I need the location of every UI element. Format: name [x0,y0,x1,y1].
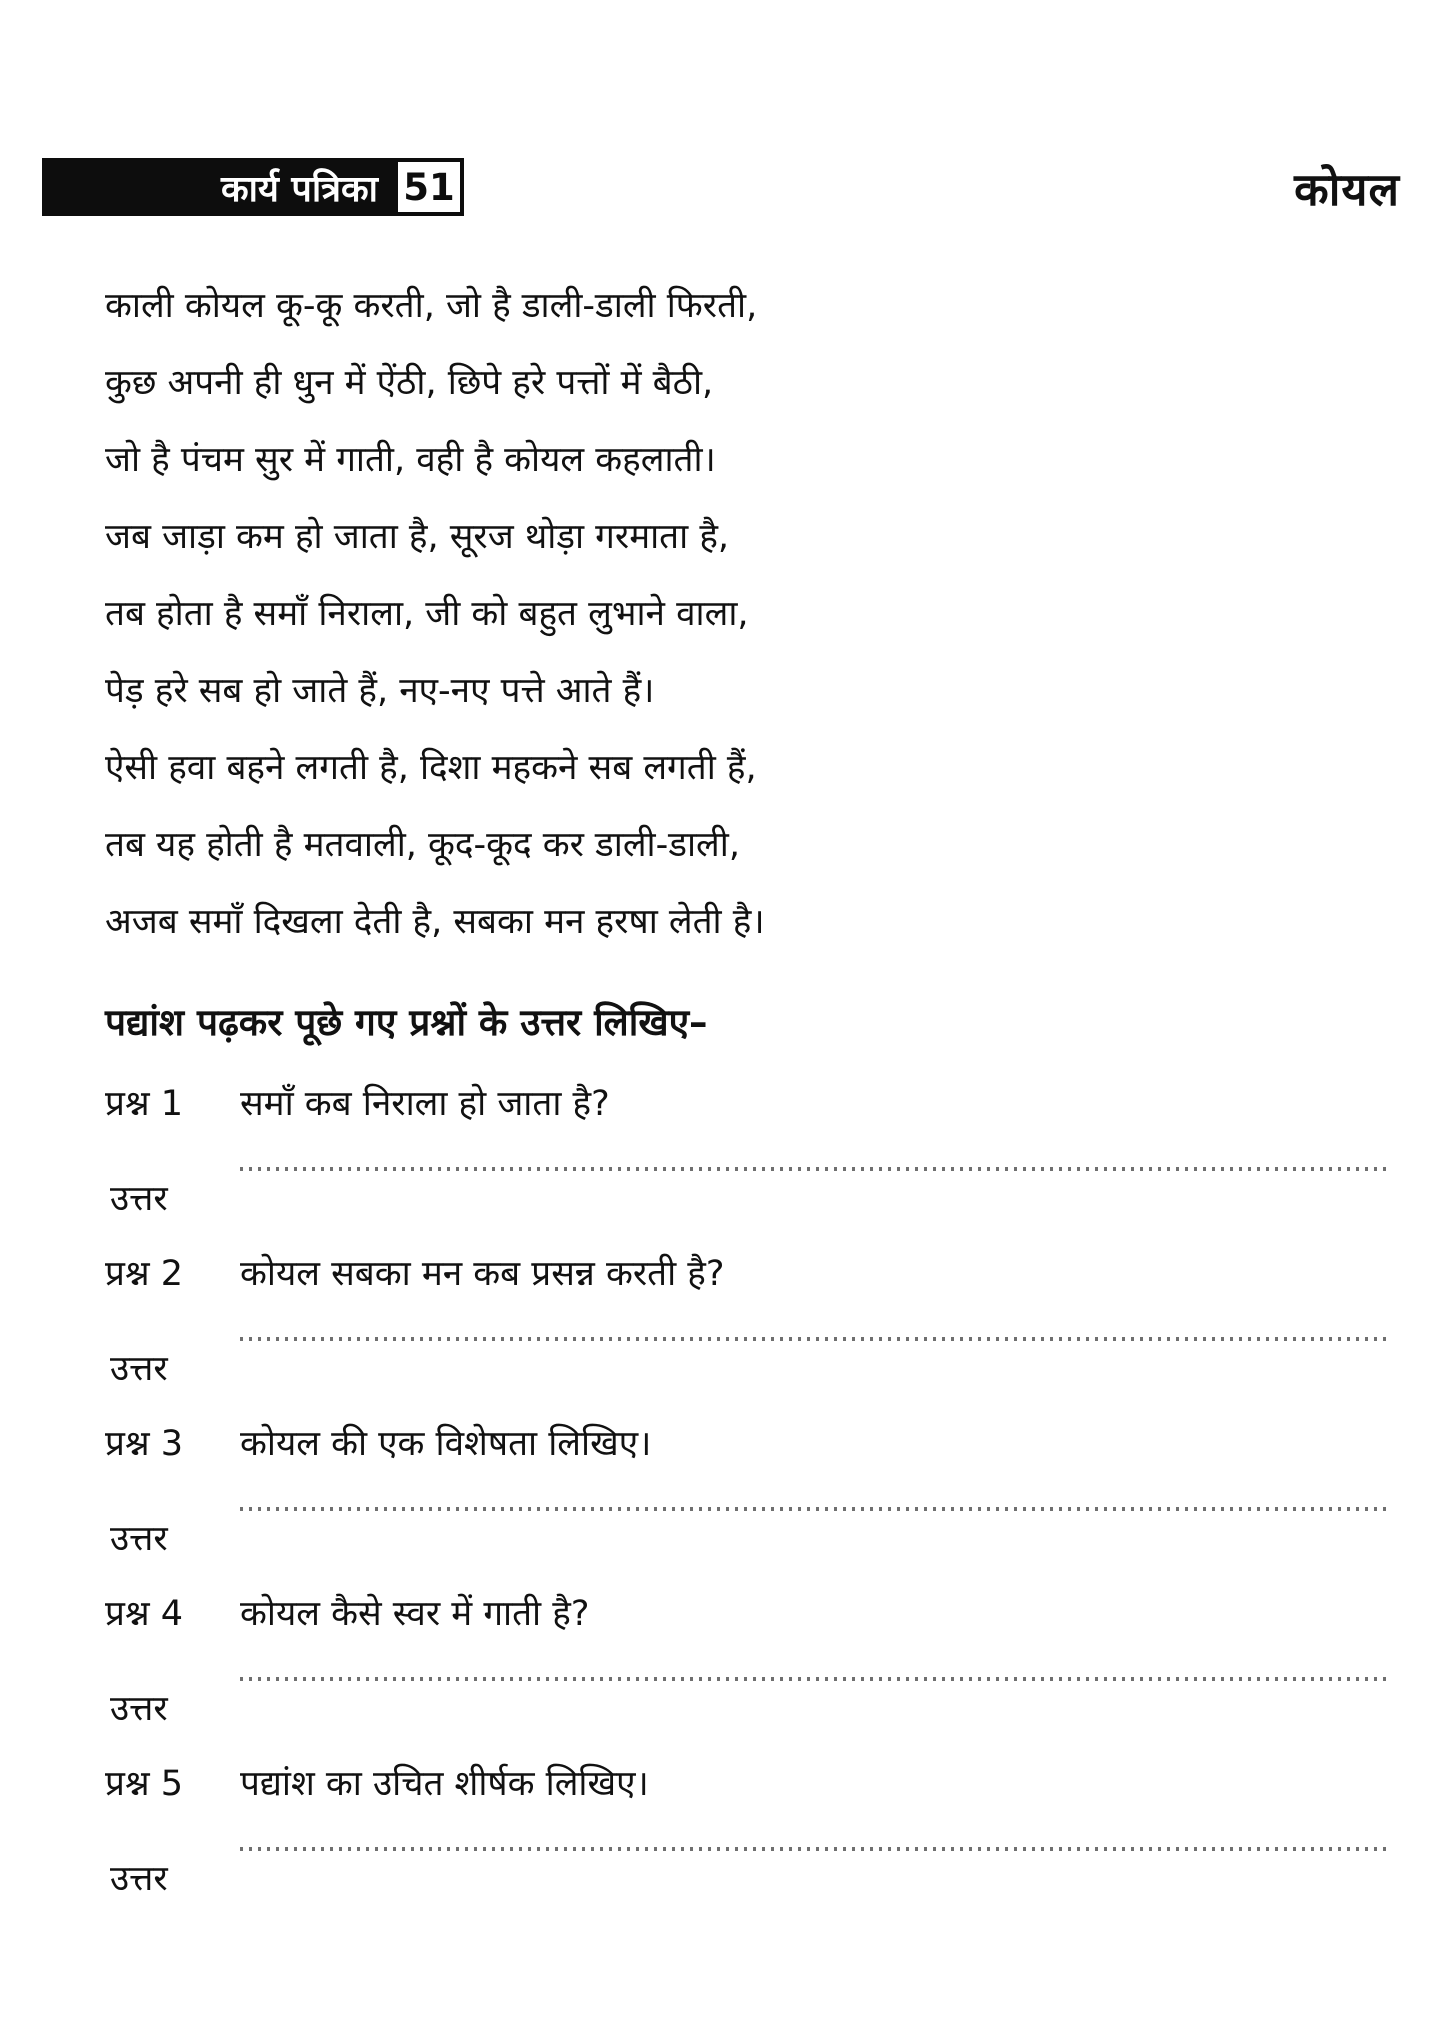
poem-block [105,268,765,961]
answer-dotted-line [240,1167,1387,1171]
worksheet-badge [42,158,394,216]
answer-row [105,1677,1387,1732]
poem-line: जो है पंचम सुर में गाती, वही है कोयल कहलाती। [105,440,716,480]
question-row [105,1420,1387,1468]
question-block-4 [105,1590,1387,1740]
answer-dotted-line [240,1507,1387,1511]
answer-dotted-line [240,1337,1387,1341]
answer-dotted-line [240,1677,1387,1681]
poem-line: पेड़ हरे सब हो जाते हैं, नए-नए पत्ते आते हैं। [105,671,655,711]
question-label: प्रश्न 5 [105,1764,184,1804]
question-label: प्रश्न 1 [105,1084,184,1124]
answer-label: उत्तर [110,1859,168,1899]
poem-line: अजब समाँ दिखला देती है, सबका मन हरषा लेती है। [105,902,765,942]
question-label: प्रश्न 3 [105,1424,184,1464]
worksheet-badge-label: कार्य पत्रिका [220,168,378,210]
question-label: प्रश्न 2 [105,1254,184,1294]
poem-line: ऐसी हवा बहने लगती है, दिशा महकने सब लगती हैं, [105,748,757,788]
chapter-title: कोयल [1294,163,1400,216]
question-block-5 [105,1760,1387,1910]
answer-label: उत्तर [110,1349,168,1389]
poem-line: कुछ अपनी ही धुन में ऐंठी, छिपे हरे पत्तों में बैठी, [105,363,714,403]
question-block-1 [105,1080,1387,1230]
answer-row [105,1847,1387,1902]
poem-line: जब जाड़ा कम हो जाता है, सूरज थोड़ा गरमाता है, [105,517,730,557]
question-block-3 [105,1420,1387,1570]
header-bar [42,158,464,216]
page-number: 51 [403,165,455,209]
page-number-box [394,158,464,216]
answer-label: उत्तर [110,1519,168,1559]
question-text: पद्यांश का उचित शीर्षक लिखिए। [240,1764,649,1804]
answer-row [105,1337,1387,1392]
question-block-2 [105,1250,1387,1400]
answer-row [105,1167,1387,1222]
question-row [105,1760,1387,1808]
poem-line: तब यह होती है मतवाली, कूद-कूद कर डाली-डाली, [105,825,740,865]
answer-dotted-line [240,1847,1387,1851]
question-text: कोयल कैसे स्वर में गाती है? [240,1594,590,1634]
poem-line: काली कोयल कू-कू करती, जो है डाली-डाली फिरती, [105,286,758,326]
answer-label: उत्तर [110,1689,168,1729]
question-row [105,1590,1387,1638]
question-text: कोयल की एक विशेषता लिखिए। [240,1424,652,1464]
instruction-heading: पद्यांश पढ़कर पूछे गए प्रश्नों के उत्तर लिखिए– [105,1001,708,1044]
question-row [105,1250,1387,1298]
question-row [105,1080,1387,1128]
question-text: कोयल सबका मन कब प्रसन्न करती है? [240,1254,725,1294]
question-text: समाँ कब निराला हो जाता है? [240,1084,610,1124]
question-label: प्रश्न 4 [105,1594,184,1634]
answer-label: उत्तर [110,1179,168,1219]
answer-row [105,1507,1387,1562]
poem-line: तब होता है समाँ निराला, जी को बहुत लुभाने वाला, [105,594,749,634]
